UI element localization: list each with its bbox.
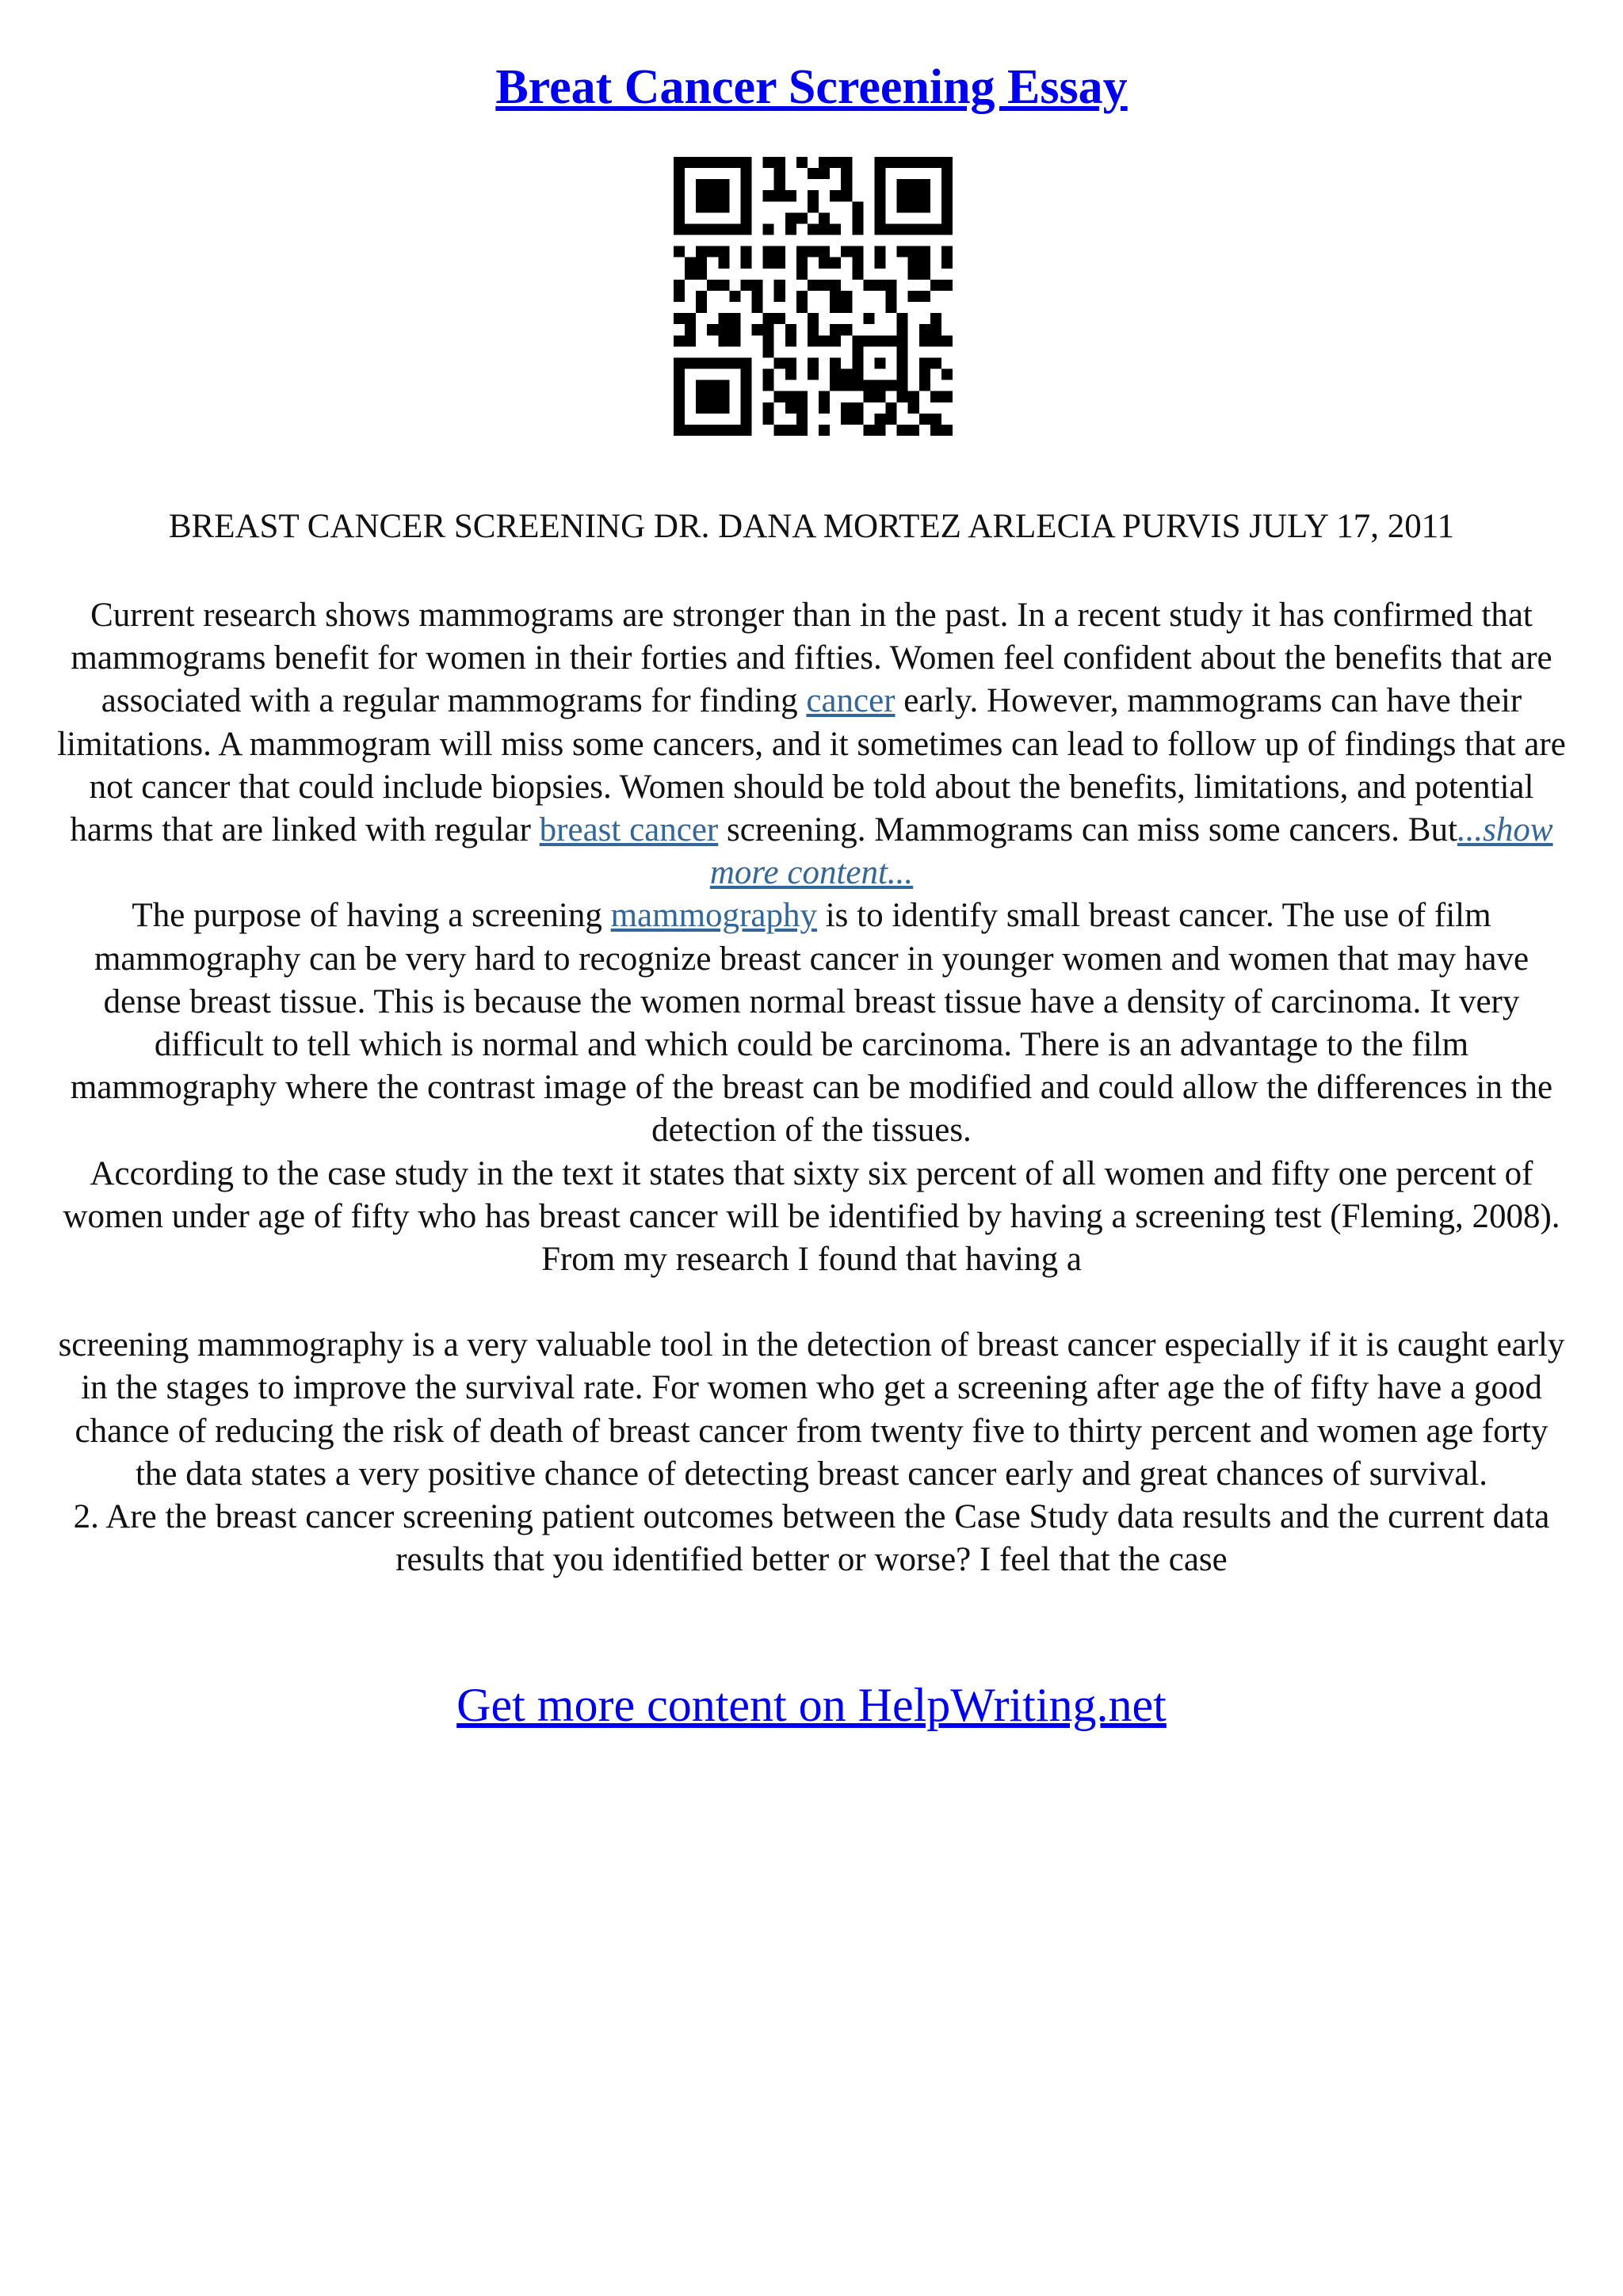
paragraph-2-text-b: is to identify small breast cancer. The use of film mammography can be very hard to recognize breast cancer in younger women and women that may have dense breast tissue. This is because the women normal breast tissue have a density of carcinoma. It very difficult to tell which is normal and which could be carcinoma. There is an advantage to the film mammography where the contrast image of the breast can be modified and could allow the differences in the detection of the tissues. [70, 897, 1553, 1150]
cancer-link[interactable]: cancer [806, 682, 896, 720]
title-link[interactable]: Breat Cancer Screening Essay [495, 60, 1128, 114]
footer [0, 1673, 1623, 1737]
show-more-link[interactable]: ...show more content... [709, 811, 1553, 892]
paragraph-1 [55, 594, 1568, 894]
breast-cancer-link[interactable]: breast cancer [539, 811, 719, 849]
paragraph-1-text-a: Current research shows mammograms are stronger than in the past. In a recent study it has confirmed that mammograms benefit for women in their forties and fifties. Women feel confident about the benefits that are associated with a regular mammograms for finding [71, 597, 1552, 720]
paragraph-3: According to the case study in the text it states that sixty six percent of all women and fifty one percent of women under age of fifty who has breast cancer will be identified by having a screening test (Fleming, 2008). From my research I found that having a [63, 1154, 1560, 1279]
paragraph-gap [55, 1281, 1568, 1324]
qr-code-graphic [674, 157, 953, 436]
paragraph-5: 2. Are the breast cancer screening patient outcomes between the Case Study data results and the current data results that you identified better or worse? I feel that the case [73, 1498, 1550, 1579]
essay-body [55, 594, 1568, 1581]
helpwriting-link[interactable]: Get more content on HelpWriting.net [456, 1679, 1167, 1731]
qr-code-icon [674, 157, 953, 436]
paragraph-1-text-c: screening. Mammograms can miss some cancers. But [718, 811, 1457, 849]
mammography-link[interactable]: mammography [610, 897, 817, 935]
paragraph-2 [55, 894, 1568, 1152]
paragraph-2-text-a: The purpose of having a screening [132, 897, 611, 935]
paragraph-4: screening mammography is a very valuable tool in the detection of breast cancer especially if it is caught early in the stages to improve the survival rate. For women who get a screening after age the of fifty have a good chance of reducing the risk of death of breast cancer from twenty five to thirty percent and women age forty the data states a very positive chance of detecting breast cancer early and great chances of survival. [58, 1326, 1565, 1493]
essay-byline: BREAST CANCER SCREENING DR. DANA MORTEZ ARLECIA PURVIS JULY 17, 2011 [168, 508, 1455, 545]
paragraph-1-text-b: early. However, mammograms can have their limitations. A mammogram will miss some cancers, and it sometimes can lead to follow up of findings that are not cancer that could include biopsies. Women should be told about the benefits, limitations, and potential harms that are linked with regular [57, 682, 1566, 849]
page-title [0, 55, 1623, 119]
